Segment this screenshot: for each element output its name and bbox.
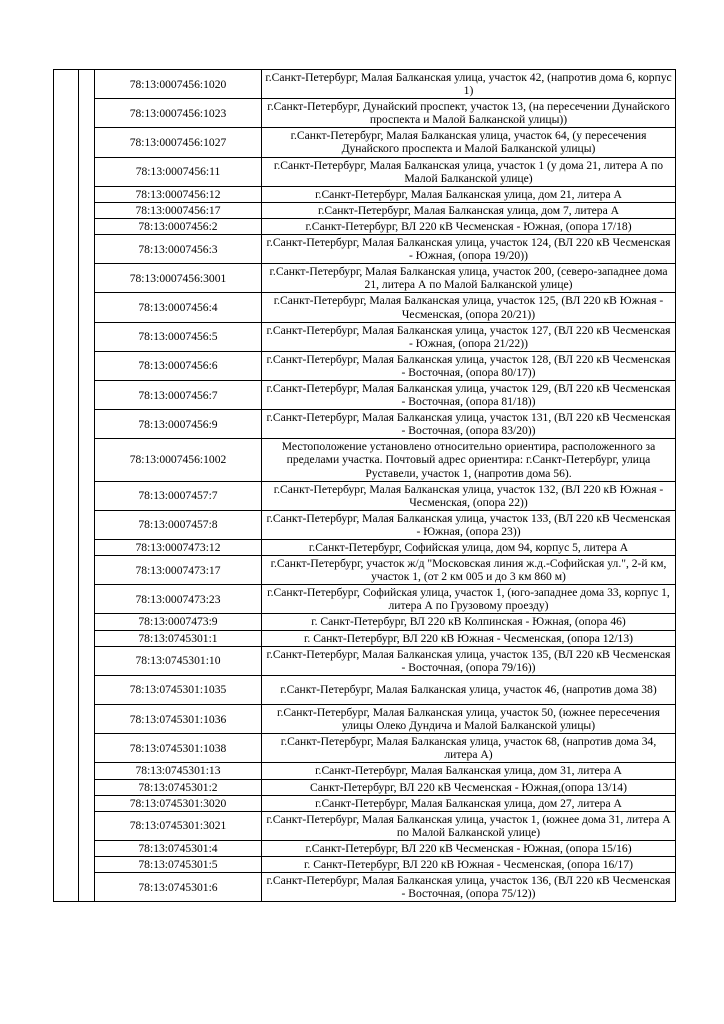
address-cell: г.Санкт-Петербург, Малая Балканская улица, участок 136, (ВЛ 220 кВ Чесменская - Восточная, (опора 75/12)) [262, 873, 676, 902]
address-cell: г.Санкт-Петербург, Софийская улица, участок 1, (юго-западнее дома 33, корпус 1, литера А по Грузовому проезду) [262, 585, 676, 614]
row-number-cell [54, 675, 79, 704]
table-row [54, 322, 676, 351]
row-number-cell [54, 186, 79, 202]
table-row [54, 585, 676, 614]
row-number-cell [54, 779, 79, 795]
row-number-cell [54, 646, 79, 675]
table-row [54, 646, 676, 675]
address-cell: г.Санкт-Петербург, участок ж/д "Московская линия ж.д.-Софийская ул.", 2-й км, участок 1, (от 2 км 005 и до 3 км 860 м) [262, 556, 676, 585]
cadastral-number-cell: 78:13:0007456:6 [95, 351, 262, 380]
table-row [54, 795, 676, 811]
table-row [54, 763, 676, 779]
cadastral-number-cell: 78:13:0007456:17 [95, 202, 262, 218]
table-row [54, 70, 676, 99]
address-cell: Местоположение установлено относительно ориентира, расположенного за пределами участка. Почтовый адрес ориентира: г.Санкт-Петербург, улица Руставели, участок 1, (напротив дома 56). [262, 439, 676, 481]
row-number-cell [54, 157, 79, 186]
address-cell: г.Санкт-Петербург, ВЛ 220 кВ Чесменская - Южная, (опора 17/18) [262, 218, 676, 234]
row-number-cell [54, 70, 79, 99]
row-sub-number-cell [79, 439, 95, 481]
row-sub-number-cell [79, 264, 95, 293]
row-number-cell [54, 439, 79, 481]
cadastral-number-cell: 78:13:0007456:1027 [95, 128, 262, 157]
address-cell: г.Санкт-Петербург, Малая Балканская улица, участок 1, (южнее дома 31, литера А по Малой Балканской улице) [262, 811, 676, 840]
table-row [54, 811, 676, 840]
row-sub-number-cell [79, 293, 95, 322]
row-number-cell [54, 630, 79, 646]
table-row [54, 675, 676, 704]
table-row [54, 630, 676, 646]
row-sub-number-cell [79, 510, 95, 539]
address-cell: г.Санкт-Петербург, Малая Балканская улица, участок 133, (ВЛ 220 кВ Чесменская - Южная, (опора 23)) [262, 510, 676, 539]
row-number-cell [54, 763, 79, 779]
address-cell: г.Санкт-Петербург, Дунайский проспект, участок 13, (на пересечении Дунайского проспекта и Малой Балканской улицы)) [262, 99, 676, 128]
row-sub-number-cell [79, 856, 95, 872]
row-sub-number-cell [79, 99, 95, 128]
table-row [54, 614, 676, 630]
address-cell: г.Санкт-Петербург, Малая Балканская улица, участок 132, (ВЛ 220 кВ Южная - Чесменская, (опора 22)) [262, 481, 676, 510]
row-sub-number-cell [79, 734, 95, 763]
row-sub-number-cell [79, 157, 95, 186]
table-row [54, 873, 676, 902]
row-sub-number-cell [79, 646, 95, 675]
address-cell: г. Санкт-Петербург, ВЛ 220 кВ Колпинская - Южная, (опора 46) [262, 614, 676, 630]
address-cell: г.Санкт-Петербург, Малая Балканская улица, участок 131, (ВЛ 220 кВ Чесменская - Восточная, (опора 83/20)) [262, 410, 676, 439]
row-sub-number-cell [79, 70, 95, 99]
row-number-cell [54, 811, 79, 840]
address-cell: г.Санкт-Петербург, Малая Балканская улица, участок 135, (ВЛ 220 кВ Чесменская - Восточная, (опора 79/16)) [262, 646, 676, 675]
row-number-cell [54, 734, 79, 763]
row-number-cell [54, 614, 79, 630]
cadastral-number-cell: 78:13:0745301:1035 [95, 675, 262, 704]
address-cell: г.Санкт-Петербург, Малая Балканская улица, дом 27, литера А [262, 795, 676, 811]
row-number-cell [54, 481, 79, 510]
table-row [54, 351, 676, 380]
table-row [54, 856, 676, 872]
table-row [54, 99, 676, 128]
row-sub-number-cell [79, 585, 95, 614]
row-sub-number-cell [79, 235, 95, 264]
row-number-cell [54, 322, 79, 351]
address-cell: г.Санкт-Петербург, Малая Балканская улица, участок 125, (ВЛ 220 кВ Южная - Чесменская, (опора 20/21)) [262, 293, 676, 322]
table-row [54, 705, 676, 734]
cadastral-number-cell: 78:13:0745301:13 [95, 763, 262, 779]
cadastral-number-cell: 78:13:0007456:11 [95, 157, 262, 186]
table-row [54, 380, 676, 409]
address-cell: г.Санкт-Петербург, Софийская улица, дом 94, корпус 5, литера А [262, 540, 676, 556]
cadastral-number-cell: 78:13:0745301:5 [95, 856, 262, 872]
table-row [54, 481, 676, 510]
row-sub-number-cell [79, 186, 95, 202]
cadastral-number-cell: 78:13:0007473:17 [95, 556, 262, 585]
row-sub-number-cell [79, 540, 95, 556]
address-cell: г.Санкт-Петербург, Малая Балканская улица, дом 21, литера А [262, 186, 676, 202]
address-cell: г.Санкт-Петербург, Малая Балканская улица, участок 124, (ВЛ 220 кВ Чесменская - Южная, (опора 19/20)) [262, 235, 676, 264]
row-sub-number-cell [79, 202, 95, 218]
address-cell: г.Санкт-Петербург, ВЛ 220 кВ Чесменская - Южная, (опора 15/16) [262, 840, 676, 856]
address-cell: г.Санкт-Петербург, Малая Балканская улица, участок 128, (ВЛ 220 кВ Чесменская - Восточная, (опора 80/17)) [262, 351, 676, 380]
table-row [54, 128, 676, 157]
cadastral-number-cell: 78:13:0007456:1023 [95, 99, 262, 128]
cadastral-number-cell: 78:13:0007473:9 [95, 614, 262, 630]
cadastral-number-cell: 78:13:0007456:2 [95, 218, 262, 234]
address-cell: Санкт-Петербург, ВЛ 220 кВ Чесменская - Южная,(опора 13/14) [262, 779, 676, 795]
address-cell: г.Санкт-Петербург, Малая Балканская улица, участок 64, (у пересечения Дунайского проспекта и Малой Балканской улицы) [262, 128, 676, 157]
row-number-cell [54, 510, 79, 539]
row-number-cell [54, 380, 79, 409]
cadastral-number-cell: 78:13:0007457:7 [95, 481, 262, 510]
address-cell: г.Санкт-Петербург, Малая Балканская улица, участок 42, (напротив дома 6, корпус 1) [262, 70, 676, 99]
cadastral-number-cell: 78:13:0007456:5 [95, 322, 262, 351]
table-row [54, 540, 676, 556]
cadastral-number-cell: 78:13:0745301:2 [95, 779, 262, 795]
cadastral-number-cell: 78:13:0007473:23 [95, 585, 262, 614]
address-cell: г.Санкт-Петербург, Малая Балканская улица, участок 129, (ВЛ 220 кВ Чесменская - Восточная, (опора 81/18)) [262, 380, 676, 409]
cadastral-number-cell: 78:13:0007456:3001 [95, 264, 262, 293]
address-cell: г.Санкт-Петербург, Малая Балканская улица, участок 50, (южнее пересечения улицы Олеко Дундича и Малой Балканской улицы) [262, 705, 676, 734]
row-number-cell [54, 264, 79, 293]
cadastral-number-cell: 78:13:0007456:1002 [95, 439, 262, 481]
row-number-cell [54, 705, 79, 734]
row-sub-number-cell [79, 614, 95, 630]
cadastral-number-cell: 78:13:0745301:1 [95, 630, 262, 646]
cadastral-number-cell: 78:13:0007456:1020 [95, 70, 262, 99]
row-sub-number-cell [79, 380, 95, 409]
row-number-cell [54, 410, 79, 439]
cadastral-number-cell: 78:13:0007456:7 [95, 380, 262, 409]
cadastral-table [53, 69, 676, 902]
row-sub-number-cell [79, 811, 95, 840]
row-sub-number-cell [79, 705, 95, 734]
row-sub-number-cell [79, 763, 95, 779]
row-sub-number-cell [79, 840, 95, 856]
cadastral-number-cell: 78:13:0007457:8 [95, 510, 262, 539]
row-number-cell [54, 128, 79, 157]
address-cell: г. Санкт-Петербург, ВЛ 220 кВ Южная - Чесменская, (опора 12/13) [262, 630, 676, 646]
address-cell: г.Санкт-Петербург, Малая Балканская улица, дом 31, литера А [262, 763, 676, 779]
cadastral-number-cell: 78:13:0007456:12 [95, 186, 262, 202]
cadastral-number-cell: 78:13:0745301:10 [95, 646, 262, 675]
address-cell: г.Санкт-Петербург, Малая Балканская улица, участок 68, (напротив дома 34, литера А) [262, 734, 676, 763]
table-row [54, 157, 676, 186]
row-sub-number-cell [79, 873, 95, 902]
address-cell: г. Санкт-Петербург, ВЛ 220 кВ Южная - Чесменская, (опора 16/17) [262, 856, 676, 872]
row-number-cell [54, 99, 79, 128]
row-number-cell [54, 235, 79, 264]
table-row [54, 779, 676, 795]
table-row [54, 293, 676, 322]
table-row [54, 235, 676, 264]
cadastral-number-cell: 78:13:0745301:3021 [95, 811, 262, 840]
row-sub-number-cell [79, 630, 95, 646]
cadastral-number-cell: 78:13:0007456:9 [95, 410, 262, 439]
row-number-cell [54, 840, 79, 856]
table-row [54, 439, 676, 481]
row-number-cell [54, 218, 79, 234]
row-number-cell [54, 585, 79, 614]
table-row [54, 202, 676, 218]
cadastral-number-cell: 78:13:0745301:1038 [95, 734, 262, 763]
cadastral-number-cell: 78:13:0007473:12 [95, 540, 262, 556]
row-number-cell [54, 540, 79, 556]
row-sub-number-cell [79, 351, 95, 380]
table-row [54, 840, 676, 856]
cadastral-table-body [54, 70, 676, 902]
row-sub-number-cell [79, 322, 95, 351]
table-row [54, 510, 676, 539]
address-cell: г.Санкт-Петербург, Малая Балканская улица, дом 7, литера А [262, 202, 676, 218]
row-sub-number-cell [79, 410, 95, 439]
row-number-cell [54, 556, 79, 585]
table-row [54, 186, 676, 202]
cadastral-number-cell: 78:13:0745301:6 [95, 873, 262, 902]
row-sub-number-cell [79, 481, 95, 510]
row-number-cell [54, 351, 79, 380]
table-row [54, 556, 676, 585]
row-number-cell [54, 795, 79, 811]
cadastral-number-cell: 78:13:0745301:1036 [95, 705, 262, 734]
row-sub-number-cell [79, 779, 95, 795]
row-number-cell [54, 856, 79, 872]
table-row [54, 734, 676, 763]
cadastral-number-cell: 78:13:0745301:4 [95, 840, 262, 856]
row-sub-number-cell [79, 556, 95, 585]
table-row [54, 410, 676, 439]
address-cell: г.Санкт-Петербург, Малая Балканская улица, участок 200, (северо-западнее дома 21, литера А по Малой Балканской улице) [262, 264, 676, 293]
row-number-cell [54, 873, 79, 902]
row-sub-number-cell [79, 795, 95, 811]
cadastral-number-cell: 78:13:0007456:4 [95, 293, 262, 322]
row-sub-number-cell [79, 218, 95, 234]
row-number-cell [54, 202, 79, 218]
table-row [54, 264, 676, 293]
address-cell: г.Санкт-Петербург, Малая Балканская улица, участок 127, (ВЛ 220 кВ Чесменская - Южная, (опора 21/22)) [262, 322, 676, 351]
row-number-cell [54, 293, 79, 322]
address-cell: г.Санкт-Петербург, Малая Балканская улица, участок 1 (у дома 21, литера А по Малой Балканской улице) [262, 157, 676, 186]
row-sub-number-cell [79, 675, 95, 704]
row-sub-number-cell [79, 128, 95, 157]
table-row [54, 218, 676, 234]
cadastral-number-cell: 78:13:0007456:3 [95, 235, 262, 264]
cadastral-number-cell: 78:13:0745301:3020 [95, 795, 262, 811]
address-cell: г.Санкт-Петербург, Малая Балканская улица, участок 46, (напротив дома 38) [262, 675, 676, 704]
